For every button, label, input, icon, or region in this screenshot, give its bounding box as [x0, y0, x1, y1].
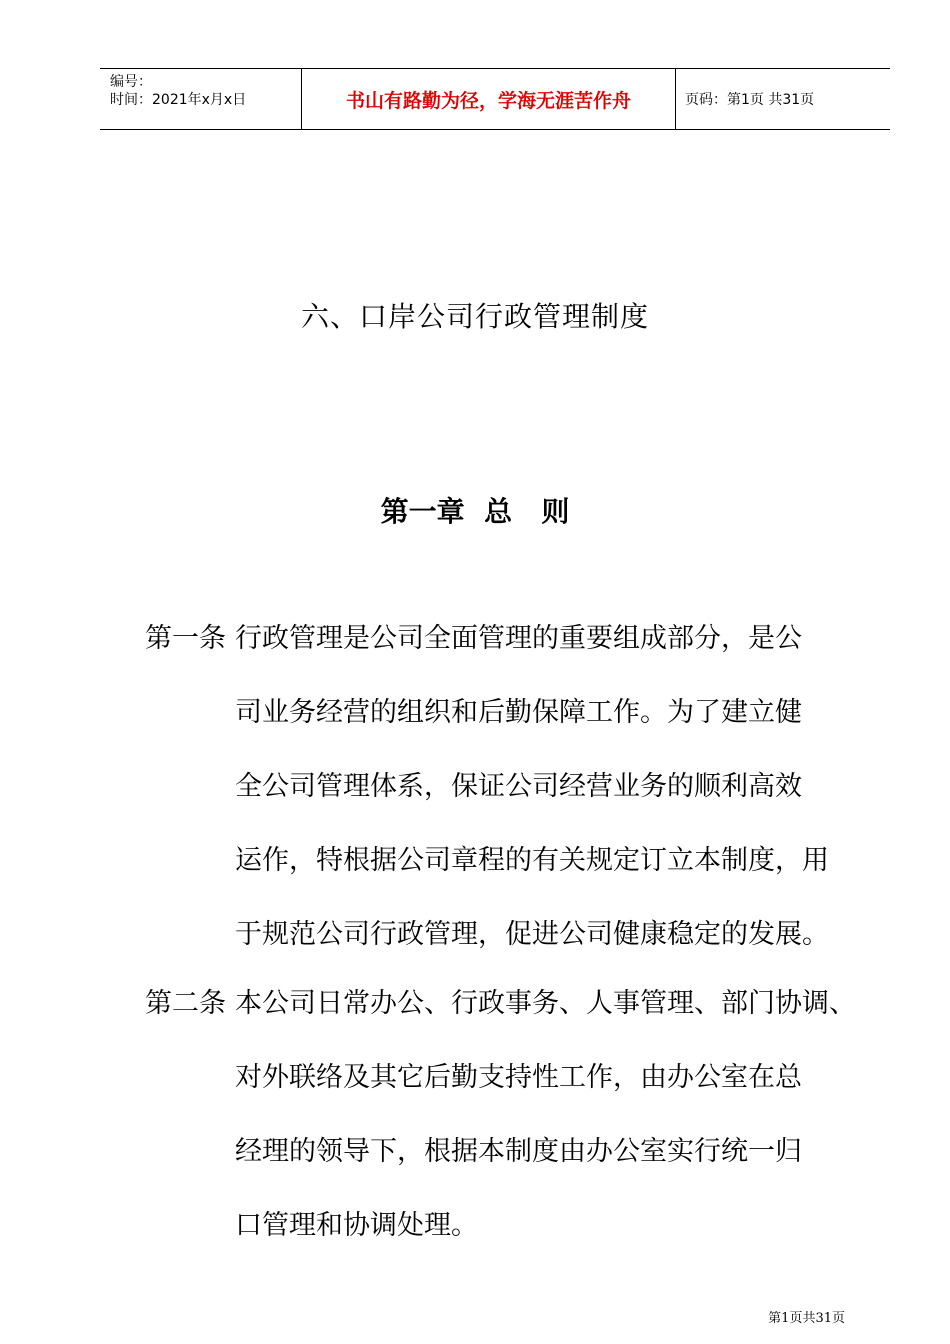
article-text: 对外联络及其它后勤支持性工作，由办公室在总 [235, 1062, 802, 1093]
header-motto: 书山有路勤为径，学海无涯苦作舟 [345, 89, 631, 112]
article-line [145, 1133, 855, 1207]
article-line [145, 620, 855, 694]
article-text: 本公司日常办公、行政事务、人事管理、部门协调、 [235, 988, 856, 1019]
article-line [145, 694, 855, 768]
chapter-title: 第一章 总 则 [380, 495, 570, 528]
page-header [100, 68, 890, 130]
time-label: 时间：2021年x月x日 [110, 92, 247, 108]
article-line [145, 768, 855, 842]
article-line [145, 985, 855, 1059]
article-line [145, 1207, 855, 1281]
article-text: 经理的领导下，根据本制度由办公室实行统一归 [235, 1136, 802, 1167]
article-text: 于规范公司行政管理，促进公司健康稳定的发展。 [235, 919, 829, 950]
article-1 [145, 620, 855, 990]
number-label: 编号： [110, 74, 152, 90]
article-2 [145, 985, 855, 1281]
article-line [145, 1059, 855, 1133]
header-page-code: 页码：第1页 共31页 [685, 92, 815, 108]
article-line [145, 842, 855, 916]
article-label: 第一条 [145, 623, 226, 654]
article-text: 司业务经营的组织和后勤保障工作。为了建立健 [235, 697, 802, 728]
article-text: 口管理和协调处理。 [235, 1210, 478, 1241]
article-text: 全公司管理体系，保证公司经营业务的顺利高效 [235, 771, 802, 802]
article-text: 行政管理是公司全面管理的重要组成部分，是公 [235, 623, 802, 654]
page-footer: 第1页共31页 [768, 1311, 845, 1326]
document-title: 六、口岸公司行政管理制度 [300, 300, 649, 333]
header-divider [675, 69, 676, 129]
header-meta [110, 73, 300, 109]
article-label: 第二条 [145, 988, 226, 1019]
article-text: 运作，特根据公司章程的有关规定订立本制度，用 [235, 845, 829, 876]
article-line [145, 916, 855, 990]
